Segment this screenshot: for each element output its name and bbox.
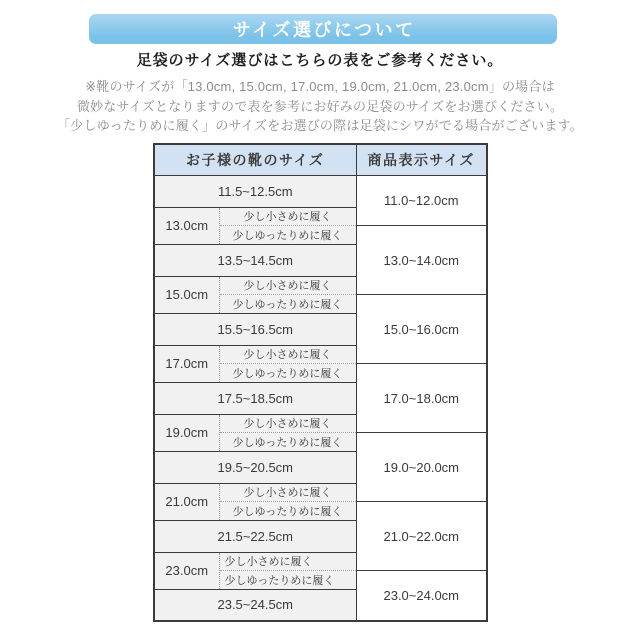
product-size: 21.0~22.0cm [356,502,487,571]
shoe-size: 19.0cm [154,414,219,451]
fit-looser-label: 少しゆったりめに履く [219,571,356,590]
note-block [0,77,640,136]
shoe-size-range: 13.5~14.5cm [154,244,356,276]
note-line-3: 「少しゆったりめに履く」のサイズをお選びの際は足袋にシワがでる場合がございます。 [57,118,583,133]
note-line-2: 微妙なサイズとなりますので表を参考にお好みの足袋のサイズをお選びください。 [76,98,564,114]
size-table [153,143,488,622]
col-header-shoe-size: お子様の靴のサイズ [154,144,356,175]
table-row [154,175,487,207]
shoe-size-range: 21.5~22.5cm [154,520,356,552]
title-banner [89,14,557,44]
shoe-size: 17.0cm [154,345,219,382]
product-size: 19.0~20.0cm [356,433,487,502]
fit-looser-label: 少しゆったりめに履く [219,433,356,452]
product-size: 15.0~16.0cm [356,295,487,364]
col-header-product-size: 商品表示サイズ [356,144,487,175]
fit-smaller-label: 少し小さめに履く [219,483,356,502]
table-header-row [154,144,487,175]
shoe-size-range: 11.5~12.5cm [154,175,356,207]
fit-smaller-label: 少し小さめに履く [219,345,356,364]
shoe-size-range: 17.5~18.5cm [154,382,356,414]
product-size: 23.0~24.0cm [356,571,487,622]
fit-looser-label: 少しゆったりめに履く [219,364,356,383]
shoe-size-range: 23.5~24.5cm [154,589,356,621]
product-size: 17.0~18.0cm [356,364,487,433]
fit-smaller-label: 少し小さめに履く [219,276,356,295]
subtitle: 足袋のサイズ選びはこちらの表をご参考ください。 [136,52,504,69]
fit-looser-label: 少しゆったりめに履く [219,502,356,521]
shoe-size: 15.0cm [154,276,219,313]
fit-smaller-label: 少し小さめに履く [219,207,356,226]
product-size: 11.0~12.0cm [356,175,487,226]
shoe-size-range: 19.5~20.5cm [154,451,356,483]
fit-looser-label: 少しゆったりめに履く [219,295,356,314]
shoe-size: 23.0cm [154,552,219,589]
page-title: サイズ選びについて [232,20,416,40]
shoe-size-range: 15.5~16.5cm [154,313,356,345]
fit-smaller-label: 少し小さめに履く [219,414,356,433]
product-size: 13.0~14.0cm [356,226,487,295]
note-line-1: ※靴のサイズが「13.0cm, 15.0cm, 17.0cm, 19.0cm, 21.0cm, 23.0cm」の場合は [85,79,555,94]
fit-smaller-label: 少し小さめに履く [219,552,356,571]
shoe-size: 21.0cm [154,483,219,520]
fit-looser-label: 少しゆったりめに履く [219,226,356,245]
shoe-size: 13.0cm [154,207,219,244]
